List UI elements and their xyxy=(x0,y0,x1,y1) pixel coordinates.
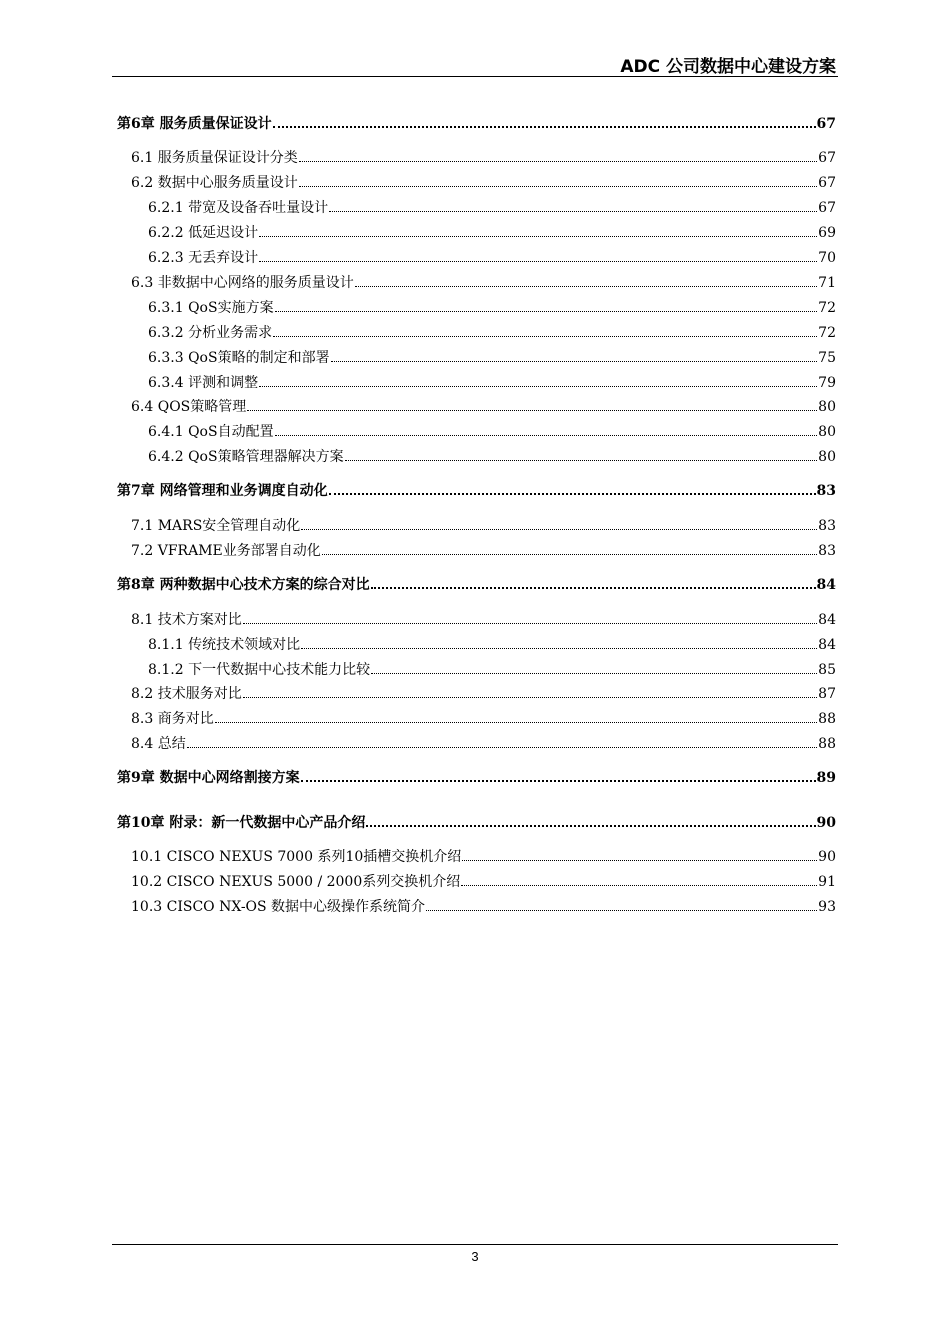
toc-entry[interactable] xyxy=(131,517,836,535)
toc-entry-title: 6.4.1 QoS自动配置 xyxy=(148,424,274,440)
toc-entry-title: 8.3 商务对比 xyxy=(131,711,214,727)
dot-leader xyxy=(462,859,817,861)
toc-entry-title: 10.2 CISCO NEXUS 5000 / 2000系列交换机介绍 xyxy=(131,874,461,890)
dot-leader xyxy=(299,160,817,162)
dot-leader xyxy=(329,210,817,212)
toc-entry[interactable] xyxy=(131,174,836,192)
footer-divider xyxy=(112,1244,838,1245)
dot-leader xyxy=(426,909,817,911)
dot-leader xyxy=(371,672,817,674)
toc-page-number: 84 xyxy=(818,637,836,653)
document-header-title: ADC 公司数据中心建设方案 xyxy=(620,57,836,77)
toc-entry-title: 第9章 数据中心网络割接方案 xyxy=(117,770,300,786)
dot-leader xyxy=(187,746,817,748)
toc-page-number: 67 xyxy=(818,200,836,216)
toc-page-number: 79 xyxy=(818,375,836,391)
toc-page-number: 67 xyxy=(816,116,836,132)
dot-leader xyxy=(366,824,815,827)
toc-entry-title: 6.4.2 QoS策略管理器解决方案 xyxy=(148,449,344,465)
toc-entry[interactable] xyxy=(148,224,836,242)
toc-entry-title: 6.1 服务质量保证设计分类 xyxy=(131,150,298,166)
dot-leader xyxy=(259,235,817,237)
dot-leader xyxy=(275,434,818,436)
toc-page-number: 75 xyxy=(818,350,836,366)
toc-page-number: 85 xyxy=(818,662,836,678)
toc-entry[interactable] xyxy=(131,848,836,866)
toc-entry[interactable] xyxy=(131,710,836,728)
dot-leader xyxy=(329,492,816,495)
toc-page-number: 90 xyxy=(816,815,836,831)
dot-leader xyxy=(247,409,817,411)
toc-entry-title: 6.2.1 带宽及设备吞吐量设计 xyxy=(148,200,329,216)
toc-entry-title: 7.2 VFRAME业务部署自动化 xyxy=(131,543,321,559)
toc-entry[interactable] xyxy=(148,199,836,217)
toc-entry[interactable] xyxy=(148,661,836,679)
toc-page-number: 67 xyxy=(818,175,836,191)
toc-page-number: 83 xyxy=(816,483,836,499)
toc-page-number: 72 xyxy=(818,300,836,316)
toc-entry[interactable] xyxy=(148,374,836,392)
toc-page-number: 87 xyxy=(818,686,836,702)
dot-leader xyxy=(301,647,817,649)
toc-entry-title: 6.3.1 QoS实施方案 xyxy=(148,300,274,316)
toc-page-number: 69 xyxy=(818,225,836,241)
toc-chapter-entry[interactable] xyxy=(117,576,836,594)
dot-leader xyxy=(299,185,817,187)
toc-page-number: 89 xyxy=(816,770,836,786)
toc-entry-title: 7.1 MARS安全管理自动化 xyxy=(131,518,301,534)
header-divider xyxy=(112,76,838,77)
toc-page-number: 84 xyxy=(816,577,836,593)
toc-entry[interactable] xyxy=(148,448,836,466)
toc-page-number: 80 xyxy=(818,399,836,415)
toc-chapter-entry[interactable] xyxy=(117,115,836,133)
dot-leader xyxy=(275,310,818,312)
page-number: 3 xyxy=(471,1249,479,1264)
toc-page-number: 83 xyxy=(818,518,836,534)
dot-leader xyxy=(461,884,817,886)
toc-entry-title: 8.1.1 传统技术领域对比 xyxy=(148,637,301,653)
toc-page-number: 70 xyxy=(818,250,836,266)
toc-entry-title: 6.2 数据中心服务质量设计 xyxy=(131,175,298,191)
dot-leader xyxy=(215,721,817,723)
toc-entry[interactable] xyxy=(131,398,836,416)
toc-page-number: 67 xyxy=(818,150,836,166)
toc-page-number: 84 xyxy=(818,612,836,628)
toc-entry[interactable] xyxy=(131,149,836,167)
toc-entry-title: 8.1.2 下一代数据中心技术能力比较 xyxy=(148,662,371,678)
toc-entry[interactable] xyxy=(148,423,836,441)
toc-page-number: 83 xyxy=(818,543,836,559)
dot-leader xyxy=(331,360,818,362)
toc-entry[interactable] xyxy=(131,873,836,891)
toc-page-number: 93 xyxy=(818,899,836,915)
toc-entry[interactable] xyxy=(148,636,836,654)
toc-page-number: 88 xyxy=(818,736,836,752)
toc-chapter-entry[interactable] xyxy=(117,482,836,500)
dot-leader xyxy=(355,285,817,287)
dot-leader xyxy=(273,335,817,337)
toc-entry-title: 8.1 技术方案对比 xyxy=(131,612,242,628)
toc-entry-title: 6.3.2 分析业务需求 xyxy=(148,325,273,341)
toc-entry[interactable] xyxy=(148,249,836,267)
dot-leader xyxy=(345,459,818,461)
toc-entry[interactable] xyxy=(148,299,836,317)
toc-entry-title: 8.2 技术服务对比 xyxy=(131,686,242,702)
dot-leader xyxy=(243,696,817,698)
toc-entry-title: 6.2.3 无丢弃设计 xyxy=(148,250,259,266)
toc-entry[interactable] xyxy=(131,685,836,703)
toc-page-number: 90 xyxy=(818,849,836,865)
toc-entry-title: 第10章 附录：新一代数据中心产品介绍 xyxy=(117,815,366,831)
toc-page-number: 80 xyxy=(818,424,836,440)
toc-entry[interactable] xyxy=(131,735,836,753)
toc-page-number: 80 xyxy=(818,449,836,465)
toc-entry-title: 第8章 两种数据中心技术方案的综合对比 xyxy=(117,577,370,593)
dot-leader xyxy=(259,260,817,262)
toc-page-number: 71 xyxy=(818,275,836,291)
toc-entry-title: 第7章 网络管理和业务调度自动化 xyxy=(117,483,328,499)
toc-page-number: 72 xyxy=(818,325,836,341)
toc-entry-title: 6.3.4 评测和调整 xyxy=(148,375,259,391)
toc-chapter-entry[interactable] xyxy=(117,769,836,787)
toc-entry-title: 10.1 CISCO NEXUS 7000 系列10插槽交换机介绍 xyxy=(131,849,462,865)
toc-entry-title: 6.2.2 低延迟设计 xyxy=(148,225,259,241)
toc-page-number: 91 xyxy=(818,874,836,890)
dot-leader xyxy=(322,553,817,555)
toc-entry[interactable] xyxy=(131,542,836,560)
toc-page-number: 88 xyxy=(818,711,836,727)
dot-leader xyxy=(259,385,817,387)
toc-entry-title: 第6章 服务质量保证设计 xyxy=(117,116,272,132)
toc-entry-title: 6.3.3 QoS策略的制定和部署 xyxy=(148,350,330,366)
dot-leader xyxy=(301,528,817,530)
toc-entry-title: 10.3 CISCO NX-OS 数据中心级操作系统简介 xyxy=(131,899,426,915)
dot-leader xyxy=(301,779,816,782)
dot-leader xyxy=(371,586,816,589)
toc-entry[interactable] xyxy=(131,898,836,916)
toc-entry-title: 6.3 非数据中心网络的服务质量设计 xyxy=(131,275,354,291)
dot-leader xyxy=(243,622,817,624)
dot-leader xyxy=(273,125,816,128)
toc-entry-title: 6.4 QOS策略管理 xyxy=(131,399,247,415)
toc-entry[interactable] xyxy=(148,324,836,342)
toc-entry[interactable] xyxy=(148,349,836,367)
toc-entry-title: 8.4 总结 xyxy=(131,736,186,752)
toc-chapter-entry[interactable] xyxy=(117,814,836,832)
toc-entry[interactable] xyxy=(131,611,836,629)
toc-entry[interactable] xyxy=(131,274,836,292)
